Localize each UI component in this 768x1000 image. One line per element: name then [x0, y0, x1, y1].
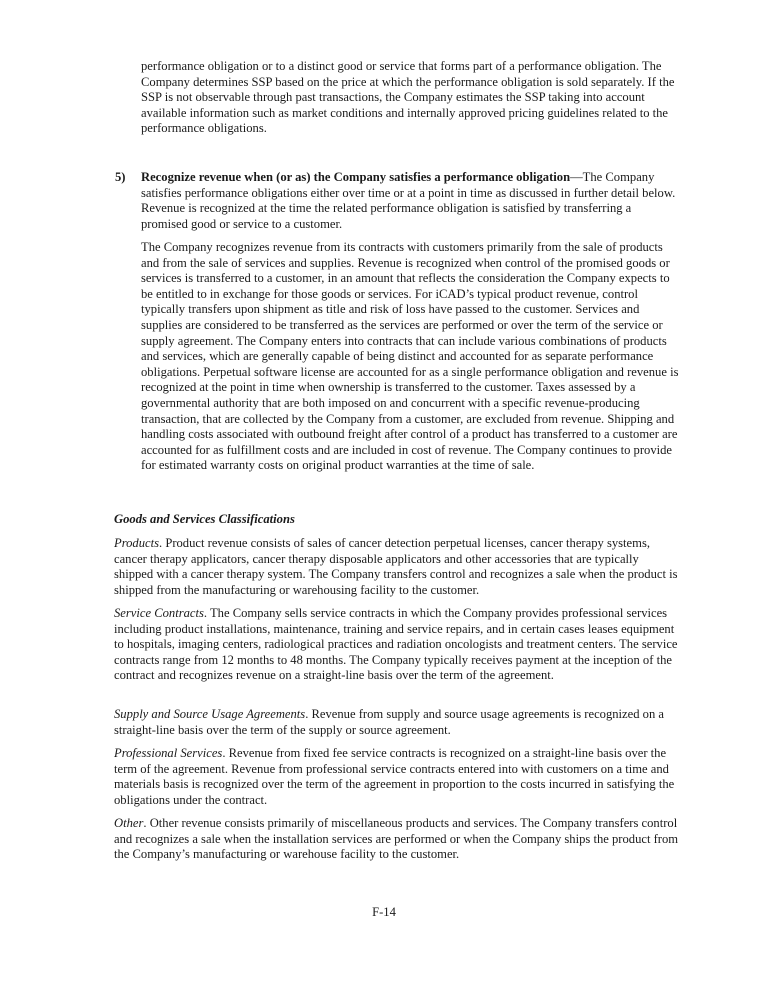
recognition-paragraph: The Company recognizes revenue from its contracts with customers primarily from the sale of products and from the sale of services and supplies. Revenue is recognized when control of the promised goods or services is transferred to a customer, in an amount that reflects the consideration the Company expects to be entitled to in exchange for those goods or services. For iCAD’s typical product revenue, control typically transfers upon shipment as title and risk of loss have passed to the customer. Services and supplies are considered to be transferred as the services are performed or over the term of the service or supply agreement. The Company enters into contracts that can include various combinations of products and services, which are generally capable of being distinct and accounted for as separate performance obligations. Perpetual software license are accounted for as a single performance obligation and revenue is recognized at the point in time when ownership is transferred to the customer. Taxes assessed by a governmental authority that are both imposed on and concurrent with a specific revenue-producing transaction, that are collected by the Company from a customer, are excluded from revenue. Shipping and handling costs associated with outbound freight after control of a product has transferred to a customer are accounted for as fulfillment costs and are included in cost of revenue. The Company continues to provide for estimated warranty costs on original product warranties at the time of sale. — [141, 240, 679, 473]
classification-label: Products — [114, 536, 160, 550]
classification-text: . Product revenue consists of sales of cancer detection perpetual licenses, cancer therapy systems, cancer therapy applicators, cancer therapy disposable applicators and other accessories that are typically shipped with a cancer therapy system. The Company transfers control and recognizes a sale when the product is shipped from the manufacturing or warehousing facility to the customer. — [114, 536, 678, 597]
classification-label: Supply and Source Usage Agreements — [114, 707, 306, 721]
classification-products — [114, 536, 680, 598]
classification-text: . Revenue from fixed fee service contracts is recognized on a straight-line basis over the term of the agreement. Revenue from professional service contracts entered into with customers on a time and materials basis is recognized over the term of the agreement in proportion to the costs incurred in satisfying the obligations under the contract. — [114, 746, 675, 807]
classification-text: . The Company sells service contracts in which the Company provides professional services including product installations, maintenance, training and service repairs, and in certain cases leases equipment to hospitals, imaging centers, radiological practices and radiation oncologists and treatment centers. The service contracts range from 12 months to 48 months. The Company typically receives payment at the inception of the contract and recognizes revenue on a straight-line basis over the term of the agreement. — [114, 606, 678, 683]
step5-title: Recognize revenue when (or as) the Company satisfies a performance obligation — [141, 170, 571, 184]
classification-label: Service Contracts — [114, 606, 204, 620]
classification-label: Other — [114, 816, 144, 830]
classification-supply-source — [114, 707, 680, 738]
step5-text: —The Company satisfies performance obligations either over time or at a point in time as discussed in further detail below. Revenue is recognized at the time the related performance obligation is satisfied by transferring a promised good or service to a customer. — [141, 170, 676, 231]
step5-paragraph — [141, 170, 681, 232]
continuation-paragraph: performance obligation or to a distinct good or service that forms part of a performance obligation. The Company determines SSP based on the price at which the performance obligation is sold separately. If the SSP is not observable through past transactions, the Company estimates the SSP taking into account available information such as market conditions and internally approved pricing guidelines related to the performance obligations. — [141, 59, 675, 136]
classification-other — [114, 816, 680, 863]
classification-label: Professional Services — [114, 746, 223, 760]
classification-text: . Other revenue consists primarily of miscellaneous products and services. The Company transfers control and recognizes a sale when the installation services are performed or when the Company ships the product from the Company’s manufacturing or warehouse facility to the customer. — [114, 816, 679, 862]
step-number: 5) — [115, 170, 126, 184]
classification-professional-services — [114, 746, 680, 808]
classification-service-contracts — [114, 606, 680, 684]
classification-text: . Revenue from supply and source usage agreements is recognized on a straight-line basis over the term of the supply or source agreement. — [114, 707, 665, 737]
section-heading: Goods and Services Classifications — [114, 512, 295, 526]
page-number: F-14 — [372, 905, 396, 919]
